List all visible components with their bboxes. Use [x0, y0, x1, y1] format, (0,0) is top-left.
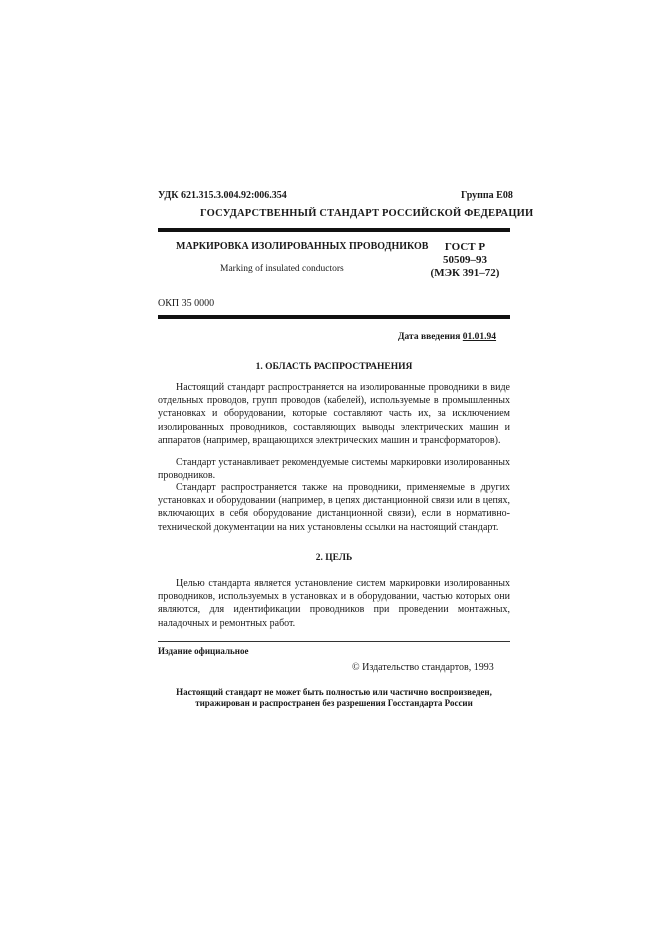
group-code: Группа Е08: [461, 190, 513, 201]
section-heading-scope: 1. ОБЛАСТЬ РАСПРОСТРАНЕНИЯ: [255, 362, 413, 372]
state-standard-heading: ГОСУДАРСТВЕННЫЙ СТАНДАРТ РОССИЙСКОЙ ФЕДЕРАЦИИ: [200, 208, 534, 219]
introduction-date: [398, 332, 496, 342]
paragraph: Настоящий стандарт распространяется на изолированные проводники в виде отдельных проводов, групп проводов (кабелей), используемые в промышленных установках и оборудовании, которые составляют часть их, за исключением изолированных проводников, составляющих выводы электрических машин и аппаратов (например, вращающихся электрических машин и трансформаторов).: [158, 382, 510, 446]
document-title-english: Marking of insulated conductors: [220, 264, 344, 274]
okp-code: ОКП 35 0000: [158, 298, 215, 309]
introduction-date-value: 01.01.94: [462, 332, 497, 342]
paragraph: Стандарт устанавливает рекомендуемые системы маркировки изолированных проводников.: [158, 457, 510, 482]
gost-number: 50509–93: [443, 254, 487, 266]
edition-label: Издание официальное: [158, 646, 249, 656]
paragraph: Целью стандарта является установление систем маркировки изолированных проводников, используемых в установках и в оборудовании, частью которых они являются, для идентификации проводников при проведении монтажных, наладочных и ремонтных работ.: [158, 578, 510, 629]
gost-designation: [420, 241, 510, 280]
udk-code: УДК 621.315.3.004.92:006.354: [158, 190, 287, 201]
footer-divider: [158, 641, 510, 642]
top-divider: [158, 228, 510, 232]
introduction-date-label: Дата введения: [398, 332, 461, 342]
section-heading-purpose: 2. ЦЕЛЬ: [315, 553, 353, 563]
gost-line-1: ГОСТ Р: [444, 241, 486, 253]
reproduction-notice: Настоящий стандарт не может быть полностью или частично воспроизведен, тиражирован и распространен без разрешения Госстандарта России: [176, 687, 492, 708]
document-title: МАРКИРОВКА ИЗОЛИРОВАННЫХ ПРОВОДНИКОВ: [176, 241, 429, 252]
copyright-line: © Издательство стандартов, 1993: [352, 662, 494, 673]
paragraph: Стандарт распространяется также на проводники, применяемые в других установках и оборудовании (например, в цепях дистанционной связи или в цепях, включающих в себя оборудование дистанционной связи), если в нормативно-технической документации на них установлены ссылки на настоящий стандарт.: [158, 482, 510, 533]
iec-reference: (МЭК 391–72): [430, 267, 500, 279]
title-divider: [158, 315, 510, 319]
